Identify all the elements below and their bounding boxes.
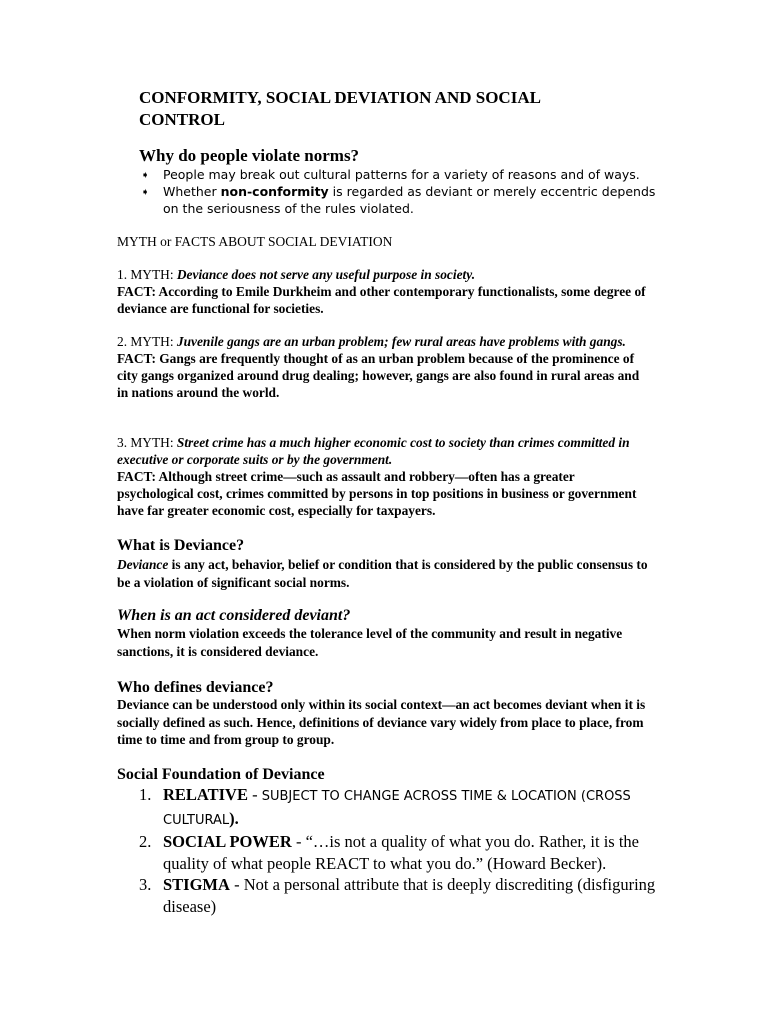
list-item — [139, 874, 659, 917]
fact-text: FACT: Gangs are frequently thought of as an urban problem because of the prominence of city gangs organized around drug dealing; however, gangs are also found in rural areas and in nations around the world. — [117, 351, 640, 400]
when-heading: When is an act considered deviant? — [117, 607, 351, 624]
bullet-text-before: Whether — [163, 184, 221, 199]
what-body — [117, 556, 652, 591]
item-sep: - — [247, 785, 262, 804]
item-rest: Not a personal attribute that is deeply discrediting (disfiguring disease) — [163, 875, 656, 916]
myth-label: 1. MYTH: — [117, 267, 177, 282]
item-number: 3. — [139, 875, 152, 894]
item-sep: - — [291, 832, 306, 851]
when-body: When norm violation exceeds the tolerance level of the community and result in negative sanctions, it is considered deviance. — [117, 626, 623, 659]
item-key: SOCIAL POWER — [163, 832, 292, 851]
document-title: CONFORMITY, SOCIAL DEVIATION AND SOCIAL CONTROL — [139, 88, 540, 129]
what-text: is any act, behavior, belief or condition that is considered by the public consensus to be a violation of significant social norms. — [117, 557, 648, 590]
myth-text: Juvenile gangs are an urban problem; few rural areas have problems with gangs. — [176, 334, 626, 349]
why-heading: Why do people violate norms? — [139, 146, 360, 165]
list-item — [139, 784, 659, 831]
item-key: STIGMA — [163, 875, 230, 894]
myth-text: Deviance does not serve any useful purpose in society. — [176, 267, 476, 282]
who-heading: Who defines deviance? — [117, 679, 274, 696]
why-bullet-list — [139, 166, 659, 217]
what-term: Deviance — [117, 557, 169, 572]
list-item — [139, 166, 659, 183]
myth-item — [117, 434, 652, 519]
myth-text: Street crime has a much higher economic cost to society than crimes committed in executive or corporate suits or by the government. — [117, 435, 630, 467]
myth-item — [117, 333, 652, 401]
myth-label: 2. MYTH: — [117, 334, 177, 349]
bullet-text: People may break out cultural patterns for a variety of reasons and of ways. — [163, 167, 640, 182]
item-rest: ). — [229, 808, 239, 828]
what-heading: What is Deviance? — [117, 537, 245, 554]
item-sep: - — [229, 875, 244, 894]
arrow-bullet-icon: ➧ — [141, 187, 150, 198]
foundation-list — [139, 784, 659, 917]
arrow-bullet-icon: ➧ — [141, 170, 150, 181]
bullet-text-after: is regarded as deviant or merely eccentric depends on the seriousness of the rules violated. — [163, 184, 656, 216]
item-number: 1. — [139, 785, 152, 804]
bullet-text-bold: non-conformity — [220, 184, 329, 199]
item-caps: SUBJECT TO CHANGE ACROSS TIME & LOCATION (CROSS CULTURAL — [163, 789, 631, 828]
item-key: RELATIVE — [163, 785, 248, 804]
item-number: 2. — [139, 832, 152, 851]
who-body: Deviance can be understood only within its social context—an act becomes deviant when it is socially defined as such. Hence, definitions of deviance vary widely from place to place, from time to time and from group to group. — [117, 697, 646, 747]
list-item — [139, 183, 659, 217]
foundation-heading: Social Foundation of Deviance — [117, 766, 325, 783]
fact-text: FACT: Although street crime—such as assault and robbery—often has a greater psychological cost, crimes committed by persons in top positions in business or government have far greater economic cost, especially for taxpayers. — [117, 469, 637, 518]
item-rest: “…is not a quality of what you do. Rather, it is the quality of what people REACT to what you do.” (Howard Becker). — [163, 832, 639, 873]
myth-section-heading: MYTH or FACTS ABOUT SOCIAL DEVIATION — [117, 234, 393, 249]
myth-label: 3. MYTH: — [117, 435, 177, 450]
fact-text: FACT: According to Emile Durkheim and other contemporary functionalists, some degree of deviance are functional for societies. — [117, 284, 646, 316]
myth-item — [117, 266, 652, 317]
list-item — [139, 831, 659, 874]
